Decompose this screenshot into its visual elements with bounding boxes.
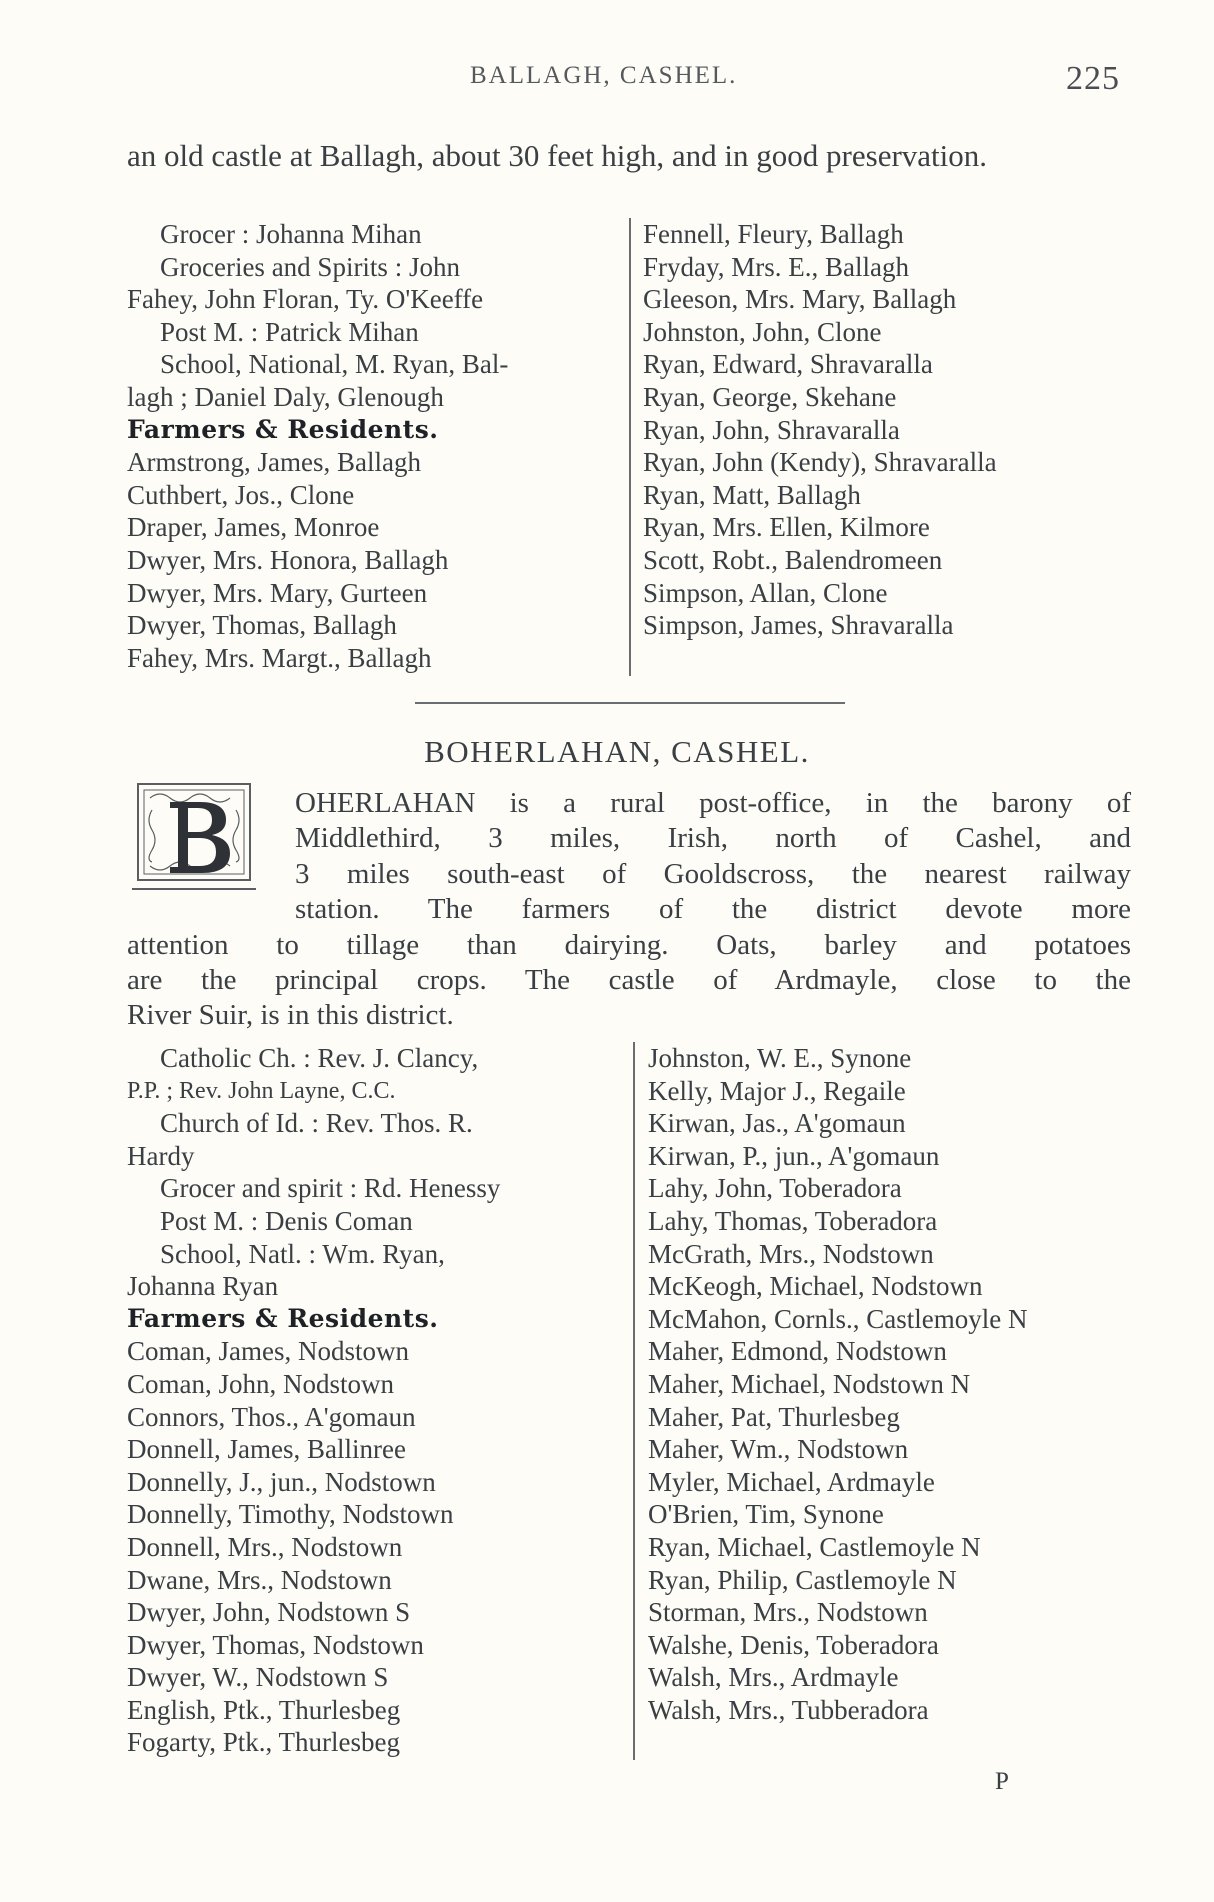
list-item: Donnell, James, Ballinree [127, 1434, 406, 1465]
list-item: Walshe, Denis, Toberadora [648, 1629, 939, 1660]
intro-line: attention to tillage than dairying. Oats, barley and potatoes [127, 928, 1131, 961]
list-item: Dwyer, Thomas, Ballagh [127, 610, 397, 641]
list-item: Fennell, Fleury, Ballagh [643, 219, 904, 249]
ballagh-residents-list [127, 446, 615, 674]
intro-line: River Suir, is in this district. [127, 999, 454, 1032]
boherlahan-right-column [648, 1042, 1128, 1726]
list-item: Donnell, Mrs., Nodstown [127, 1531, 403, 1562]
list-item: Lahy, Thomas, Toberadora [648, 1205, 938, 1236]
list-item: Draper, James, Monroe [127, 512, 380, 543]
list-item: Maher, Michael, Nodstown N [648, 1368, 971, 1399]
grocer-entry: Grocer : Johanna Mihan [160, 219, 422, 249]
intro-line: 3 miles south-east of Gooldscross, the nearest railway [295, 857, 1131, 890]
list-item: Myler, Michael, Ardmayle [648, 1466, 935, 1497]
list-item: Ryan, Edward, Shravaralla [643, 349, 933, 380]
list-item: Donnelly, J., jun., Nodstown [127, 1466, 436, 1497]
grocer-entry: Grocer and spirit : Rd. Henessy [160, 1173, 501, 1204]
list-item: Dwane, Mrs., Nodstown [127, 1564, 392, 1595]
list-item: Maher, Wm., Nodstown [648, 1434, 909, 1465]
list-item: Dwyer, W., Nodstown S [127, 1662, 389, 1693]
list-item: Ryan, John, Shravaralla [643, 414, 900, 445]
list-item: Cuthbert, Jos., Clone [127, 479, 355, 510]
list-item: Fahey, Mrs. Margt., Ballagh [127, 642, 432, 673]
signature-mark: P [995, 1768, 1009, 1795]
school-entry-line1: School, Natl. : Wm. Ryan, [160, 1238, 445, 1269]
list-item: Dwyer, Mrs. Honora, Ballagh [127, 544, 449, 575]
list-item: Ryan, George, Skehane [643, 381, 897, 412]
list-item: Johnston, W. E., Synone [648, 1043, 912, 1073]
ballagh-right-column [643, 218, 1123, 642]
school-entry-line2: lagh ; Daniel Daly, Glenough [127, 381, 444, 412]
list-item: Scott, Robt., Balendromeen [643, 544, 943, 575]
list-item: Lahy, John, Toberadora [648, 1173, 902, 1204]
list-item: Coman, John, Nodstown [127, 1368, 395, 1399]
running-head [0, 62, 1214, 102]
boherlahan-right-list [648, 1042, 1128, 1726]
list-item: Walsh, Mrs., Tubberadora [648, 1694, 929, 1725]
farmers-residents-heading: Farmers & Residents. [127, 1303, 439, 1333]
farmers-residents-heading: Farmers & Residents. [127, 414, 439, 444]
boherlahan-residents-list [127, 1335, 623, 1759]
catholic-church-entry-line2: P.P. ; Rev. John Layne, C.C. [127, 1077, 396, 1104]
list-item: Gleeson, Mrs. Mary, Ballagh [643, 284, 957, 315]
list-item: Johnston, John, Clone [643, 316, 882, 347]
list-item: Connors, Thos., A'gomaun [127, 1401, 416, 1432]
church-entry-line1: Church of Id. : Rev. Thos. R. [160, 1108, 473, 1139]
list-item: O'Brien, Tim, Synone [648, 1499, 884, 1530]
list-item: Dwyer, John, Nodstown S [127, 1597, 411, 1628]
groceries-entry-line1: Groceries and Spirits : John [160, 251, 460, 282]
list-item: Fogarty, Ptk., Thurlesbeg [127, 1727, 400, 1758]
school-entry-line2: Johanna Ryan [127, 1271, 279, 1302]
ballagh-left-column [127, 218, 615, 674]
church-entry-line2: Hardy [127, 1140, 195, 1171]
list-item: McMahon, Cornls., Castlemoyle N [648, 1303, 1028, 1334]
list-item: Maher, Pat, Thurlesbeg [648, 1401, 900, 1432]
boherlahan-left-column [127, 1042, 623, 1759]
list-item: Kirwan, P., jun., A'gomaun [648, 1140, 940, 1171]
boherlahan-intro [127, 786, 1131, 1034]
intro-line: OHERLAHAN is a rural post-office, in the barony of [295, 787, 1131, 819]
post-office-entry: Post M. : Patrick Mihan [160, 316, 419, 347]
catholic-church-entry-line1: Catholic Ch. : Rev. J. Clancy, [160, 1043, 479, 1073]
section-divider [415, 702, 845, 704]
page-number: 225 [1066, 60, 1120, 97]
ballagh-right-list [643, 218, 1123, 642]
section-title: BOHERLAHAN, CASHEL. [424, 734, 810, 769]
list-item: Armstrong, James, Ballagh [127, 447, 421, 478]
list-item: Storman, Mrs., Nodstown [648, 1597, 928, 1628]
running-title: BALLAGH, CASHEL. [470, 62, 738, 89]
list-item: Ryan, Philip, Castlemoyle N [648, 1564, 957, 1595]
post-office-entry: Post M. : Denis Coman [160, 1205, 413, 1236]
list-item: Ryan, Matt, Ballagh [643, 479, 861, 510]
school-entry-line1: School, National, M. Ryan, Bal- [160, 349, 509, 380]
column-divider [629, 218, 631, 676]
list-item: Ryan, John (Kendy), Shravaralla [643, 447, 997, 478]
intro-line: station. The farmers of the district devote more [295, 893, 1131, 926]
list-item: Coman, James, Nodstown [127, 1336, 409, 1367]
intro-line: Middlethird, 3 miles, Irish, north of Cashel, and [295, 822, 1131, 855]
list-item: Dwyer, Mrs. Mary, Gurteen [127, 577, 428, 608]
list-item: McGrath, Mrs., Nodstown [648, 1238, 934, 1269]
list-item: Walsh, Mrs., Ardmayle [648, 1662, 899, 1693]
list-item: Maher, Edmond, Nodstown [648, 1336, 947, 1367]
list-item: Ryan, Michael, Castlemoyle N [648, 1531, 981, 1562]
list-item: Kelly, Major J., Regaile [648, 1075, 906, 1106]
list-item: Simpson, Allan, Clone [643, 577, 888, 608]
intro-line: are the principal crops. The castle of Ardmayle, close to the [127, 963, 1131, 996]
list-item: Simpson, James, Shravaralla [643, 610, 954, 641]
list-item: Ryan, Mrs. Ellen, Kilmore [643, 512, 930, 543]
list-item: Fryday, Mrs. E., Ballagh [643, 251, 909, 282]
list-item: McKeogh, Michael, Nodstown [648, 1271, 983, 1302]
groceries-entry-line2: Fahey, John Floran, Ty. O'Keeffe [127, 284, 484, 315]
column-divider [633, 1042, 635, 1760]
list-item: Dwyer, Thomas, Nodstown [127, 1629, 424, 1660]
list-item: Donnelly, Timothy, Nodstown [127, 1499, 454, 1530]
ballagh-intro: an old castle at Ballagh, about 30 feet high, and in good preservation. [127, 138, 988, 173]
list-item: English, Ptk., Thurlesbeg [127, 1694, 401, 1725]
list-item: Kirwan, Jas., A'gomaun [648, 1108, 906, 1139]
